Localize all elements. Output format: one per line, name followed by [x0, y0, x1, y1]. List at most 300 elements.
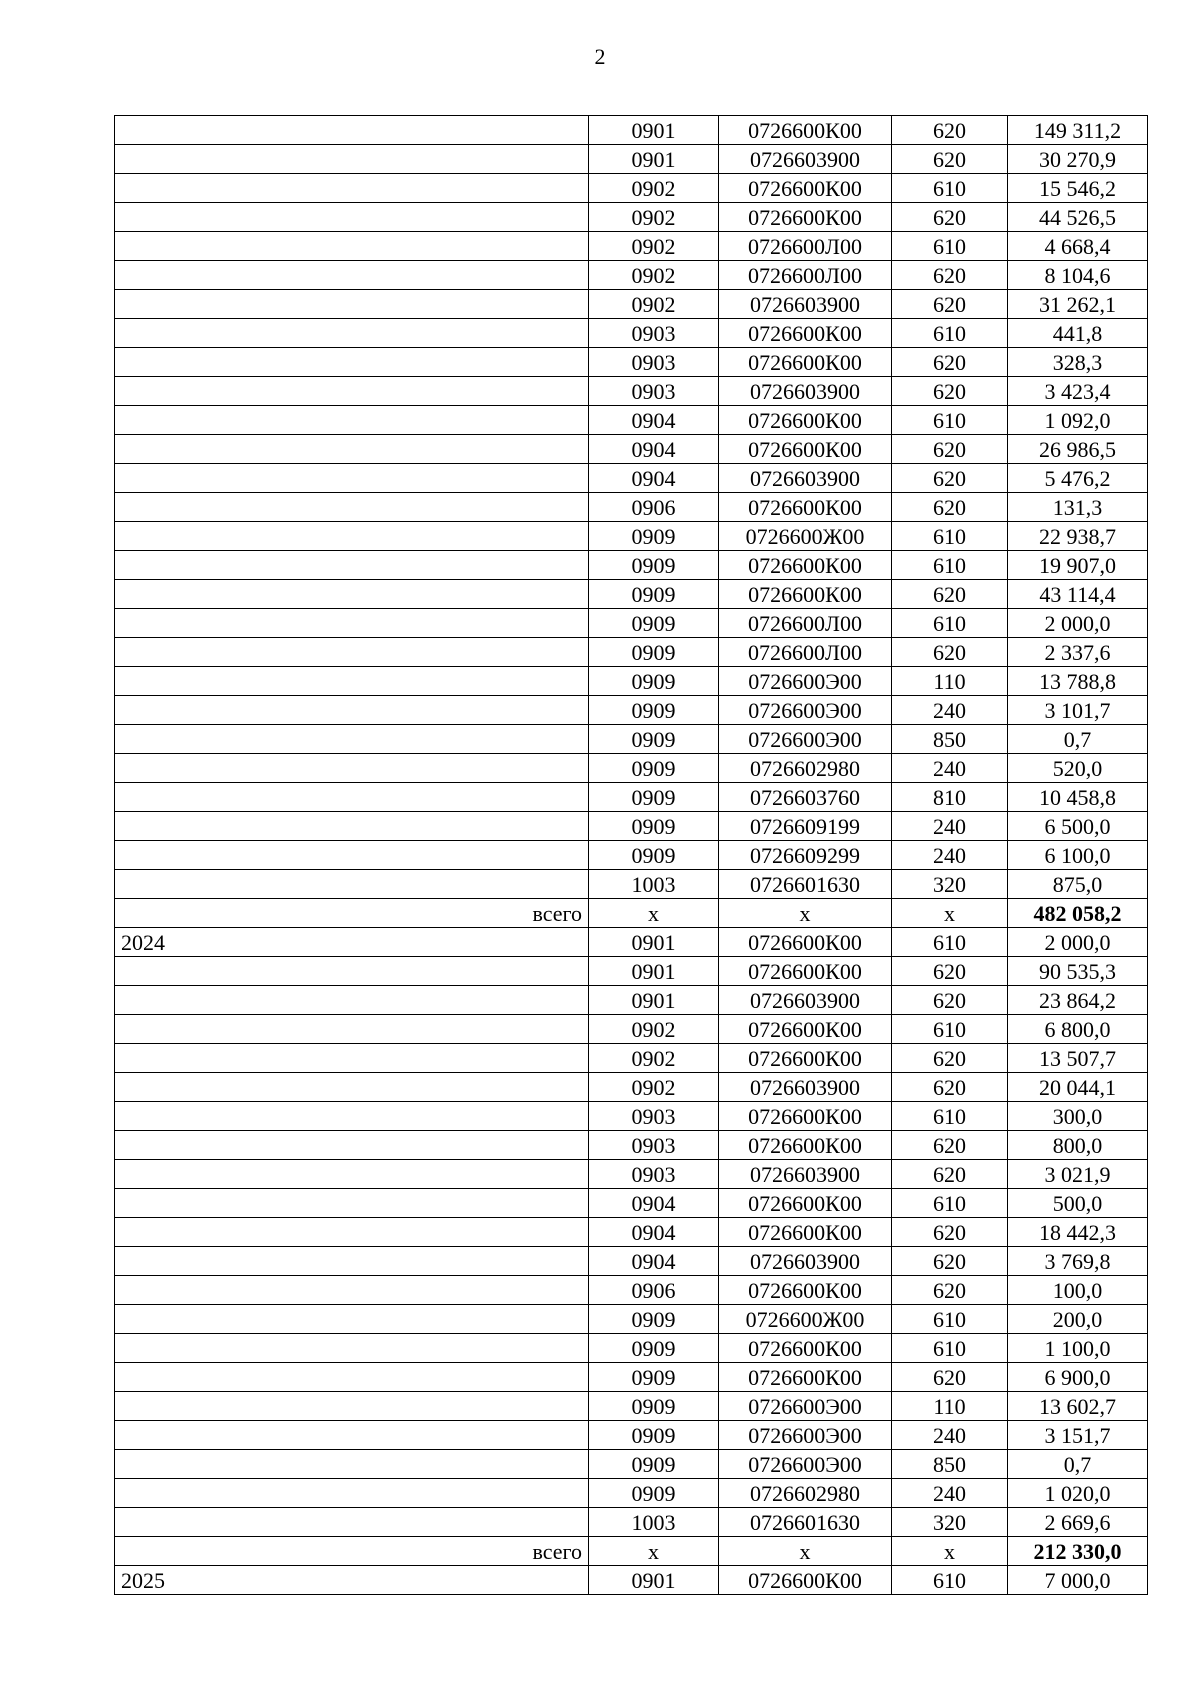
- section-code-cell: 0901: [589, 986, 719, 1015]
- target-article-cell: 0726600Л00: [719, 261, 892, 290]
- expense-type-cell: 240: [892, 1421, 1008, 1450]
- table-row: [115, 783, 1148, 812]
- row-label-cell: [115, 493, 589, 522]
- section-code-cell: 0903: [589, 1131, 719, 1160]
- expense-type-cell: 610: [892, 1566, 1008, 1595]
- expense-type-cell: 620: [892, 435, 1008, 464]
- target-article-cell: 0726603900: [719, 145, 892, 174]
- target-article-cell: 0726602980: [719, 1479, 892, 1508]
- section-code-cell: х: [589, 899, 719, 928]
- target-article-cell: 0726600Л00: [719, 638, 892, 667]
- table-row: [115, 1189, 1148, 1218]
- section-code-cell: 0901: [589, 1566, 719, 1595]
- section-code-cell: х: [589, 1537, 719, 1566]
- section-code-cell: 0909: [589, 609, 719, 638]
- amount-cell: 875,0: [1008, 870, 1148, 899]
- section-code-cell: 1003: [589, 870, 719, 899]
- expense-type-cell: 610: [892, 1015, 1008, 1044]
- table-row: [115, 754, 1148, 783]
- expense-type-cell: 620: [892, 1276, 1008, 1305]
- row-label-cell: [115, 957, 589, 986]
- section-code-cell: 1003: [589, 1508, 719, 1537]
- row-label-cell: [115, 290, 589, 319]
- amount-cell: 6 800,0: [1008, 1015, 1148, 1044]
- table-row: [115, 1131, 1148, 1160]
- table-row: [115, 348, 1148, 377]
- table-row: [115, 986, 1148, 1015]
- section-code-cell: 0909: [589, 667, 719, 696]
- row-label-cell: [115, 261, 589, 290]
- table-row: [115, 580, 1148, 609]
- target-article-cell: 0726600Ж00: [719, 522, 892, 551]
- amount-cell: 441,8: [1008, 319, 1148, 348]
- table-row: [115, 174, 1148, 203]
- row-label-cell: [115, 348, 589, 377]
- row-label-cell: [115, 116, 589, 145]
- expense-type-cell: 610: [892, 1189, 1008, 1218]
- table-row: [115, 1363, 1148, 1392]
- table-row: [115, 203, 1148, 232]
- target-article-cell: 0726600К00: [719, 551, 892, 580]
- amount-cell: 19 907,0: [1008, 551, 1148, 580]
- section-code-cell: 0903: [589, 377, 719, 406]
- target-article-cell: 0726600К00: [719, 1363, 892, 1392]
- section-code-cell: 0909: [589, 1305, 719, 1334]
- amount-cell: 212 330,0: [1008, 1537, 1148, 1566]
- row-label-cell: [115, 551, 589, 580]
- section-code-cell: 0909: [589, 1450, 719, 1479]
- table-row: [115, 1102, 1148, 1131]
- amount-cell: 20 044,1: [1008, 1073, 1148, 1102]
- table-row: [115, 1247, 1148, 1276]
- amount-cell: 1 100,0: [1008, 1334, 1148, 1363]
- row-label-cell: [115, 580, 589, 609]
- expense-type-cell: 620: [892, 580, 1008, 609]
- row-label-cell: всего: [115, 899, 589, 928]
- table-row: [115, 464, 1148, 493]
- row-label-cell: [115, 1218, 589, 1247]
- amount-cell: 2 000,0: [1008, 928, 1148, 957]
- amount-cell: 800,0: [1008, 1131, 1148, 1160]
- target-article-cell: 0726600Э00: [719, 696, 892, 725]
- row-label-cell: [115, 1479, 589, 1508]
- target-article-cell: 0726600К00: [719, 174, 892, 203]
- total-row: [115, 899, 1148, 928]
- section-code-cell: 0904: [589, 435, 719, 464]
- row-label-cell: [115, 725, 589, 754]
- expense-type-cell: 620: [892, 290, 1008, 319]
- table-row: [115, 841, 1148, 870]
- expense-type-cell: 620: [892, 1044, 1008, 1073]
- expense-type-cell: 620: [892, 203, 1008, 232]
- section-code-cell: 0901: [589, 145, 719, 174]
- expense-type-cell: 620: [892, 1073, 1008, 1102]
- row-label-cell: [115, 841, 589, 870]
- section-code-cell: 0904: [589, 1247, 719, 1276]
- target-article-cell: 0726600Э00: [719, 667, 892, 696]
- section-code-cell: 0904: [589, 1189, 719, 1218]
- expense-type-cell: 620: [892, 986, 1008, 1015]
- expense-type-cell: 240: [892, 841, 1008, 870]
- target-article-cell: 0726603900: [719, 1160, 892, 1189]
- expense-type-cell: 610: [892, 1102, 1008, 1131]
- table-row: [115, 1508, 1148, 1537]
- section-code-cell: 0903: [589, 319, 719, 348]
- amount-cell: 328,3: [1008, 348, 1148, 377]
- row-label-cell: [115, 696, 589, 725]
- table-row: [115, 1392, 1148, 1421]
- expense-type-cell: 240: [892, 754, 1008, 783]
- row-label-cell: [115, 667, 589, 696]
- expense-type-cell: 620: [892, 638, 1008, 667]
- amount-cell: 5 476,2: [1008, 464, 1148, 493]
- section-code-cell: 0909: [589, 841, 719, 870]
- table-row: [115, 406, 1148, 435]
- section-code-cell: 0904: [589, 1218, 719, 1247]
- target-article-cell: 0726600Ж00: [719, 1305, 892, 1334]
- section-code-cell: 0909: [589, 696, 719, 725]
- row-label-cell: 2025: [115, 1566, 589, 1595]
- table-row: [115, 957, 1148, 986]
- section-code-cell: 0909: [589, 551, 719, 580]
- expense-type-cell: 320: [892, 1508, 1008, 1537]
- section-code-cell: 0909: [589, 812, 719, 841]
- row-label-cell: [115, 638, 589, 667]
- target-article-cell: 0726600К00: [719, 1218, 892, 1247]
- table-row: [115, 261, 1148, 290]
- amount-cell: 15 546,2: [1008, 174, 1148, 203]
- row-label-cell: [115, 1131, 589, 1160]
- section-code-cell: 0901: [589, 928, 719, 957]
- expense-type-cell: 620: [892, 464, 1008, 493]
- expense-type-cell: 610: [892, 928, 1008, 957]
- section-code-cell: 0902: [589, 1044, 719, 1073]
- target-article-cell: 0726603760: [719, 783, 892, 812]
- table-row: [115, 1566, 1148, 1595]
- amount-cell: 131,3: [1008, 493, 1148, 522]
- amount-cell: 2 337,6: [1008, 638, 1148, 667]
- expense-type-cell: 110: [892, 667, 1008, 696]
- expense-type-cell: х: [892, 1537, 1008, 1566]
- table-row: [115, 1305, 1148, 1334]
- target-article-cell: 0726600Л00: [719, 232, 892, 261]
- target-article-cell: 0726609299: [719, 841, 892, 870]
- target-article-cell: 0726603900: [719, 1247, 892, 1276]
- section-code-cell: 0903: [589, 1102, 719, 1131]
- row-label-cell: [115, 1044, 589, 1073]
- row-label-cell: [115, 1421, 589, 1450]
- amount-cell: 13 602,7: [1008, 1392, 1148, 1421]
- section-code-cell: 0909: [589, 1479, 719, 1508]
- amount-cell: 44 526,5: [1008, 203, 1148, 232]
- amount-cell: 149 311,2: [1008, 116, 1148, 145]
- row-label-cell: [115, 522, 589, 551]
- amount-cell: 0,7: [1008, 1450, 1148, 1479]
- target-article-cell: 0726603900: [719, 290, 892, 319]
- row-label-cell: [115, 1508, 589, 1537]
- target-article-cell: 0726600К00: [719, 203, 892, 232]
- row-label-cell: всего: [115, 1537, 589, 1566]
- target-article-cell: 0726600К00: [719, 493, 892, 522]
- table-row: [115, 1160, 1148, 1189]
- target-article-cell: 0726600К00: [719, 1015, 892, 1044]
- amount-cell: 3 769,8: [1008, 1247, 1148, 1276]
- expense-type-cell: 620: [892, 1363, 1008, 1392]
- row-label-cell: [115, 377, 589, 406]
- table-row: [115, 377, 1148, 406]
- amount-cell: 100,0: [1008, 1276, 1148, 1305]
- expense-type-cell: 610: [892, 232, 1008, 261]
- table-row: [115, 232, 1148, 261]
- row-label-cell: [115, 1276, 589, 1305]
- table-row: [115, 928, 1148, 957]
- amount-cell: 200,0: [1008, 1305, 1148, 1334]
- target-article-cell: 0726600К00: [719, 116, 892, 145]
- row-label-cell: [115, 232, 589, 261]
- target-article-cell: 0726600К00: [719, 580, 892, 609]
- target-article-cell: 0726600К00: [719, 928, 892, 957]
- expense-type-cell: 320: [892, 870, 1008, 899]
- target-article-cell: 0726602980: [719, 754, 892, 783]
- target-article-cell: 0726600К00: [719, 957, 892, 986]
- amount-cell: 26 986,5: [1008, 435, 1148, 464]
- amount-cell: 18 442,3: [1008, 1218, 1148, 1247]
- expense-type-cell: 240: [892, 696, 1008, 725]
- target-article-cell: х: [719, 1537, 892, 1566]
- section-code-cell: 0902: [589, 174, 719, 203]
- row-label-cell: [115, 754, 589, 783]
- section-code-cell: 0909: [589, 1421, 719, 1450]
- row-label-cell: [115, 870, 589, 899]
- section-code-cell: 0909: [589, 1392, 719, 1421]
- section-code-cell: 0903: [589, 348, 719, 377]
- expense-type-cell: 620: [892, 1131, 1008, 1160]
- expense-type-cell: 810: [892, 783, 1008, 812]
- section-code-cell: 0902: [589, 232, 719, 261]
- amount-cell: 300,0: [1008, 1102, 1148, 1131]
- row-label-cell: [115, 1160, 589, 1189]
- table-row: [115, 870, 1148, 899]
- amount-cell: 8 104,6: [1008, 261, 1148, 290]
- table-row: [115, 319, 1148, 348]
- expense-type-cell: 610: [892, 609, 1008, 638]
- section-code-cell: 0909: [589, 1363, 719, 1392]
- table-row: [115, 812, 1148, 841]
- row-label-cell: [115, 1073, 589, 1102]
- expense-type-cell: 610: [892, 522, 1008, 551]
- section-code-cell: 0902: [589, 1073, 719, 1102]
- expense-type-cell: 240: [892, 1479, 1008, 1508]
- section-code-cell: 0902: [589, 203, 719, 232]
- expense-type-cell: 850: [892, 1450, 1008, 1479]
- target-article-cell: 0726600К00: [719, 1189, 892, 1218]
- total-row: [115, 1537, 1148, 1566]
- expense-type-cell: 620: [892, 377, 1008, 406]
- amount-cell: 482 058,2: [1008, 899, 1148, 928]
- target-article-cell: 0726600К00: [719, 1102, 892, 1131]
- table-row: [115, 1073, 1148, 1102]
- target-article-cell: 0726600Л00: [719, 609, 892, 638]
- row-label-cell: [115, 174, 589, 203]
- amount-cell: 10 458,8: [1008, 783, 1148, 812]
- row-label-cell: [115, 609, 589, 638]
- row-label-cell: [115, 1102, 589, 1131]
- row-label-cell: [115, 435, 589, 464]
- section-code-cell: 0906: [589, 493, 719, 522]
- target-article-cell: 0726601630: [719, 870, 892, 899]
- expense-type-cell: 850: [892, 725, 1008, 754]
- amount-cell: 13 788,8: [1008, 667, 1148, 696]
- row-label-cell: [115, 783, 589, 812]
- row-label-cell: [115, 203, 589, 232]
- section-code-cell: 0901: [589, 116, 719, 145]
- amount-cell: 2 669,6: [1008, 1508, 1148, 1537]
- amount-cell: 0,7: [1008, 725, 1148, 754]
- amount-cell: 22 938,7: [1008, 522, 1148, 551]
- section-code-cell: 0902: [589, 290, 719, 319]
- table-row: [115, 667, 1148, 696]
- amount-cell: 520,0: [1008, 754, 1148, 783]
- table-row: [115, 696, 1148, 725]
- expense-type-cell: 620: [892, 957, 1008, 986]
- section-code-cell: 0901: [589, 957, 719, 986]
- table-row: [115, 435, 1148, 464]
- amount-cell: 3 021,9: [1008, 1160, 1148, 1189]
- target-article-cell: 0726603900: [719, 377, 892, 406]
- table-row: [115, 638, 1148, 667]
- expense-type-cell: 620: [892, 1160, 1008, 1189]
- target-article-cell: 0726600К00: [719, 348, 892, 377]
- expense-type-cell: 610: [892, 551, 1008, 580]
- amount-cell: 13 507,7: [1008, 1044, 1148, 1073]
- row-label-cell: [115, 319, 589, 348]
- amount-cell: 500,0: [1008, 1189, 1148, 1218]
- row-label-cell: [115, 986, 589, 1015]
- target-article-cell: 0726600Э00: [719, 1421, 892, 1450]
- target-article-cell: 0726600К00: [719, 406, 892, 435]
- section-code-cell: 0909: [589, 1334, 719, 1363]
- section-code-cell: 0909: [589, 725, 719, 754]
- page-number: 2: [594, 44, 606, 69]
- amount-cell: 6 900,0: [1008, 1363, 1148, 1392]
- target-article-cell: х: [719, 899, 892, 928]
- amount-cell: 43 114,4: [1008, 580, 1148, 609]
- table-row: [115, 1015, 1148, 1044]
- amount-cell: 4 668,4: [1008, 232, 1148, 261]
- amount-cell: 90 535,3: [1008, 957, 1148, 986]
- row-label-cell: [115, 1247, 589, 1276]
- expense-type-cell: 620: [892, 1247, 1008, 1276]
- table-row: [115, 145, 1148, 174]
- amount-cell: 3 423,4: [1008, 377, 1148, 406]
- amount-cell: 3 101,7: [1008, 696, 1148, 725]
- row-label-cell: [115, 464, 589, 493]
- amount-cell: 7 000,0: [1008, 1566, 1148, 1595]
- target-article-cell: 0726603900: [719, 986, 892, 1015]
- section-code-cell: 0909: [589, 638, 719, 667]
- amount-cell: 3 151,7: [1008, 1421, 1148, 1450]
- row-label-cell: [115, 1392, 589, 1421]
- section-code-cell: 0909: [589, 522, 719, 551]
- row-label-cell: [115, 1450, 589, 1479]
- section-code-cell: 0902: [589, 1015, 719, 1044]
- expense-type-cell: 620: [892, 116, 1008, 145]
- section-code-cell: 0906: [589, 1276, 719, 1305]
- section-code-cell: 0904: [589, 464, 719, 493]
- section-code-cell: 0904: [589, 406, 719, 435]
- target-article-cell: 0726600К00: [719, 435, 892, 464]
- amount-cell: 31 262,1: [1008, 290, 1148, 319]
- amount-cell: 6 500,0: [1008, 812, 1148, 841]
- expense-type-cell: 620: [892, 145, 1008, 174]
- table-row: [115, 290, 1148, 319]
- expense-type-cell: 610: [892, 1305, 1008, 1334]
- row-label-cell: [115, 812, 589, 841]
- row-label-cell: [115, 406, 589, 435]
- table-row: [115, 1450, 1148, 1479]
- section-code-cell: 0902: [589, 261, 719, 290]
- expense-type-cell: 610: [892, 406, 1008, 435]
- row-label-cell: [115, 1363, 589, 1392]
- table-row: [115, 1479, 1148, 1508]
- expense-type-cell: 240: [892, 812, 1008, 841]
- amount-cell: 30 270,9: [1008, 145, 1148, 174]
- table-row: [115, 551, 1148, 580]
- row-label-cell: [115, 1305, 589, 1334]
- expense-type-cell: 620: [892, 493, 1008, 522]
- amount-cell: 1 092,0: [1008, 406, 1148, 435]
- expense-type-cell: 610: [892, 1334, 1008, 1363]
- target-article-cell: 0726603900: [719, 464, 892, 493]
- target-article-cell: 0726600Э00: [719, 1392, 892, 1421]
- amount-cell: 23 864,2: [1008, 986, 1148, 1015]
- table-row: [115, 1276, 1148, 1305]
- target-article-cell: 0726600К00: [719, 1334, 892, 1363]
- table-row: [115, 1334, 1148, 1363]
- section-code-cell: 0909: [589, 580, 719, 609]
- target-article-cell: 0726600К00: [719, 1566, 892, 1595]
- expense-type-cell: 620: [892, 348, 1008, 377]
- table-row: [115, 116, 1148, 145]
- amount-cell: 6 100,0: [1008, 841, 1148, 870]
- section-code-cell: 0909: [589, 754, 719, 783]
- budget-table: [114, 115, 1148, 1595]
- row-label-cell: [115, 1189, 589, 1218]
- table-row: [115, 1218, 1148, 1247]
- target-article-cell: 0726600К00: [719, 319, 892, 348]
- expense-type-cell: 620: [892, 1218, 1008, 1247]
- expense-type-cell: 110: [892, 1392, 1008, 1421]
- target-article-cell: 0726600К00: [719, 1276, 892, 1305]
- expense-type-cell: 610: [892, 319, 1008, 348]
- row-label-cell: [115, 145, 589, 174]
- row-label-cell: [115, 1015, 589, 1044]
- amount-cell: 1 020,0: [1008, 1479, 1148, 1508]
- expense-type-cell: 610: [892, 174, 1008, 203]
- target-article-cell: 0726601630: [719, 1508, 892, 1537]
- table-row: [115, 1044, 1148, 1073]
- expense-type-cell: 620: [892, 261, 1008, 290]
- table-row: [115, 725, 1148, 754]
- table-row: [115, 522, 1148, 551]
- table-row: [115, 1421, 1148, 1450]
- section-code-cell: 0909: [589, 783, 719, 812]
- target-article-cell: 0726600Э00: [719, 725, 892, 754]
- row-label-cell: 2024: [115, 928, 589, 957]
- target-article-cell: 0726603900: [719, 1073, 892, 1102]
- target-article-cell: 0726600К00: [719, 1044, 892, 1073]
- table-row: [115, 493, 1148, 522]
